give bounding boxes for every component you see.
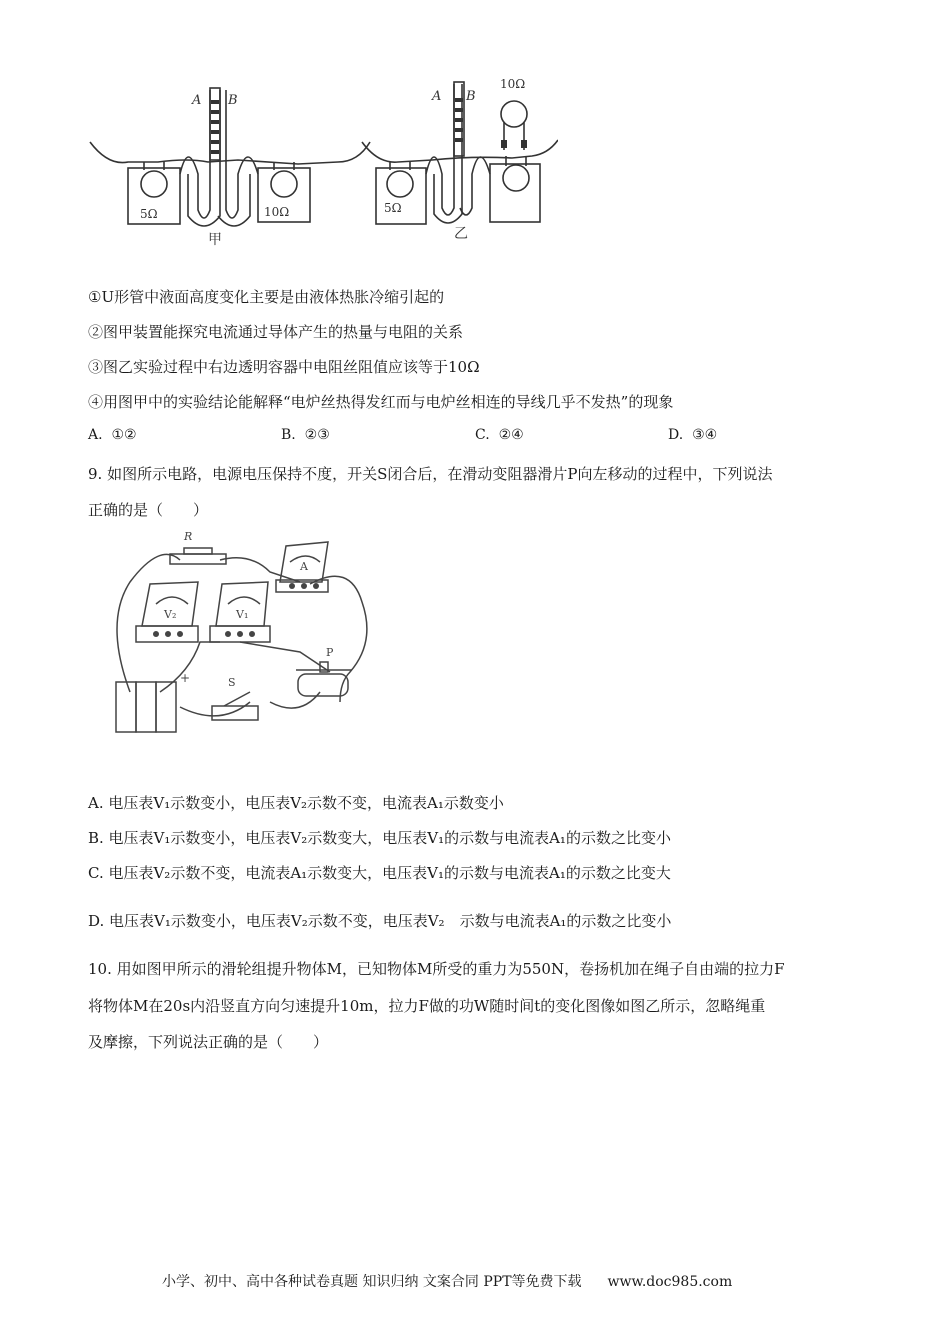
figure-q9-circuit xyxy=(100,522,400,748)
q9-option-b: B. 电压表V₁示数变小，电压表V₂示数变大，电压表V₁的示数与电流表A₁的示数之比变小 xyxy=(88,829,671,847)
figure-q8 xyxy=(88,70,558,260)
yi-scale-ticks xyxy=(455,98,527,148)
q9-label-a: A xyxy=(300,560,308,573)
page-footer xyxy=(162,1271,732,1291)
q8-option-d: D. ③④ xyxy=(668,427,718,443)
footer-text: 小学、初中、高中各种试卷真题 知识归纳 文案合同 PPT等免费下载 xyxy=(162,1274,582,1290)
q8-option-b: B. ②③ xyxy=(281,427,330,443)
q9-label-plus: + xyxy=(180,671,191,685)
q9-stem-line1: 9. 如图所示电路，电源电压保持不度，开关S闭合后，在滑动变阻器滑片P向左移动的过程中，下列说法 xyxy=(88,465,773,483)
q9-option-d: D. 电压表V₁示数变小，电压表V₂示数不变，电压表V₂ 示数与电流表A₁的示数之比变小 xyxy=(88,912,672,930)
yi-label-b: B xyxy=(466,89,476,104)
q10-line2: 将物体M在20s内沿竖直方向匀速提升10m，拉力F做的功W随时间t的变化图像如图乙所示，忽略绳重 xyxy=(88,997,766,1015)
jia-left-resistance: 5Ω xyxy=(140,207,158,221)
q8-statement-1: ①U形管中液面高度变化主要是由液体热胀冷缩引起的 xyxy=(88,288,445,306)
q8-statement-2: ②图甲装置能探究电流通过导体产生的热量与电阻的关系 xyxy=(88,323,464,341)
q8-option-c: C. ②④ xyxy=(475,427,524,443)
jia-right-resistance: 10Ω xyxy=(264,205,290,219)
yi-left-resistance: 5Ω xyxy=(384,201,402,215)
q9-option-a: A. 电压表V₁示数变小，电压表V₂示数不变，电流表A₁示数变小 xyxy=(88,794,504,812)
q9-stem-line2: 正确的是（ ） xyxy=(88,501,209,519)
figure-jia xyxy=(90,88,370,226)
q8-option-a: A. ①② xyxy=(88,427,137,443)
jia-label-b: B xyxy=(228,93,238,108)
q9-label-v2: V₂ xyxy=(164,608,177,621)
q10-line3: 及摩擦，下列说法正确的是（ ） xyxy=(88,1033,329,1051)
q9-label-s: S xyxy=(228,676,236,689)
q8-statement-4: ④用图甲中的实验结论能解释“电炉丝热得发红而与电炉丝相连的导线几乎不发热”的现象 xyxy=(88,393,674,411)
q9-option-c: C. 电压表V₂示数不变，电流表A₁示数变大，电压表V₁的示数与电流表A₁的示数之比变大 xyxy=(88,864,671,882)
jia-label-a: A xyxy=(192,93,202,108)
q9-label-r: R xyxy=(184,530,193,543)
jia-caption: 甲 xyxy=(208,232,222,248)
q10-line1: 10. 用如图甲所示的滑轮组提升物体M，已知物体M所受的重力为550N，卷扬机加在绳子自由端的拉力F xyxy=(88,960,785,978)
footer-url[interactable]: www.doc985.com xyxy=(607,1274,733,1290)
jia-scale-ticks xyxy=(211,100,219,154)
yi-label-a: A xyxy=(432,89,442,104)
q9-label-v1: V₁ xyxy=(236,608,249,621)
yi-caption: 乙 xyxy=(454,226,468,242)
yi-top-resistance: 10Ω xyxy=(500,77,526,91)
q8-statement-3: ③图乙实验过程中右边透明容器中电阻丝阻值应该等于10Ω xyxy=(88,358,480,376)
q9-label-p: P xyxy=(326,646,334,659)
